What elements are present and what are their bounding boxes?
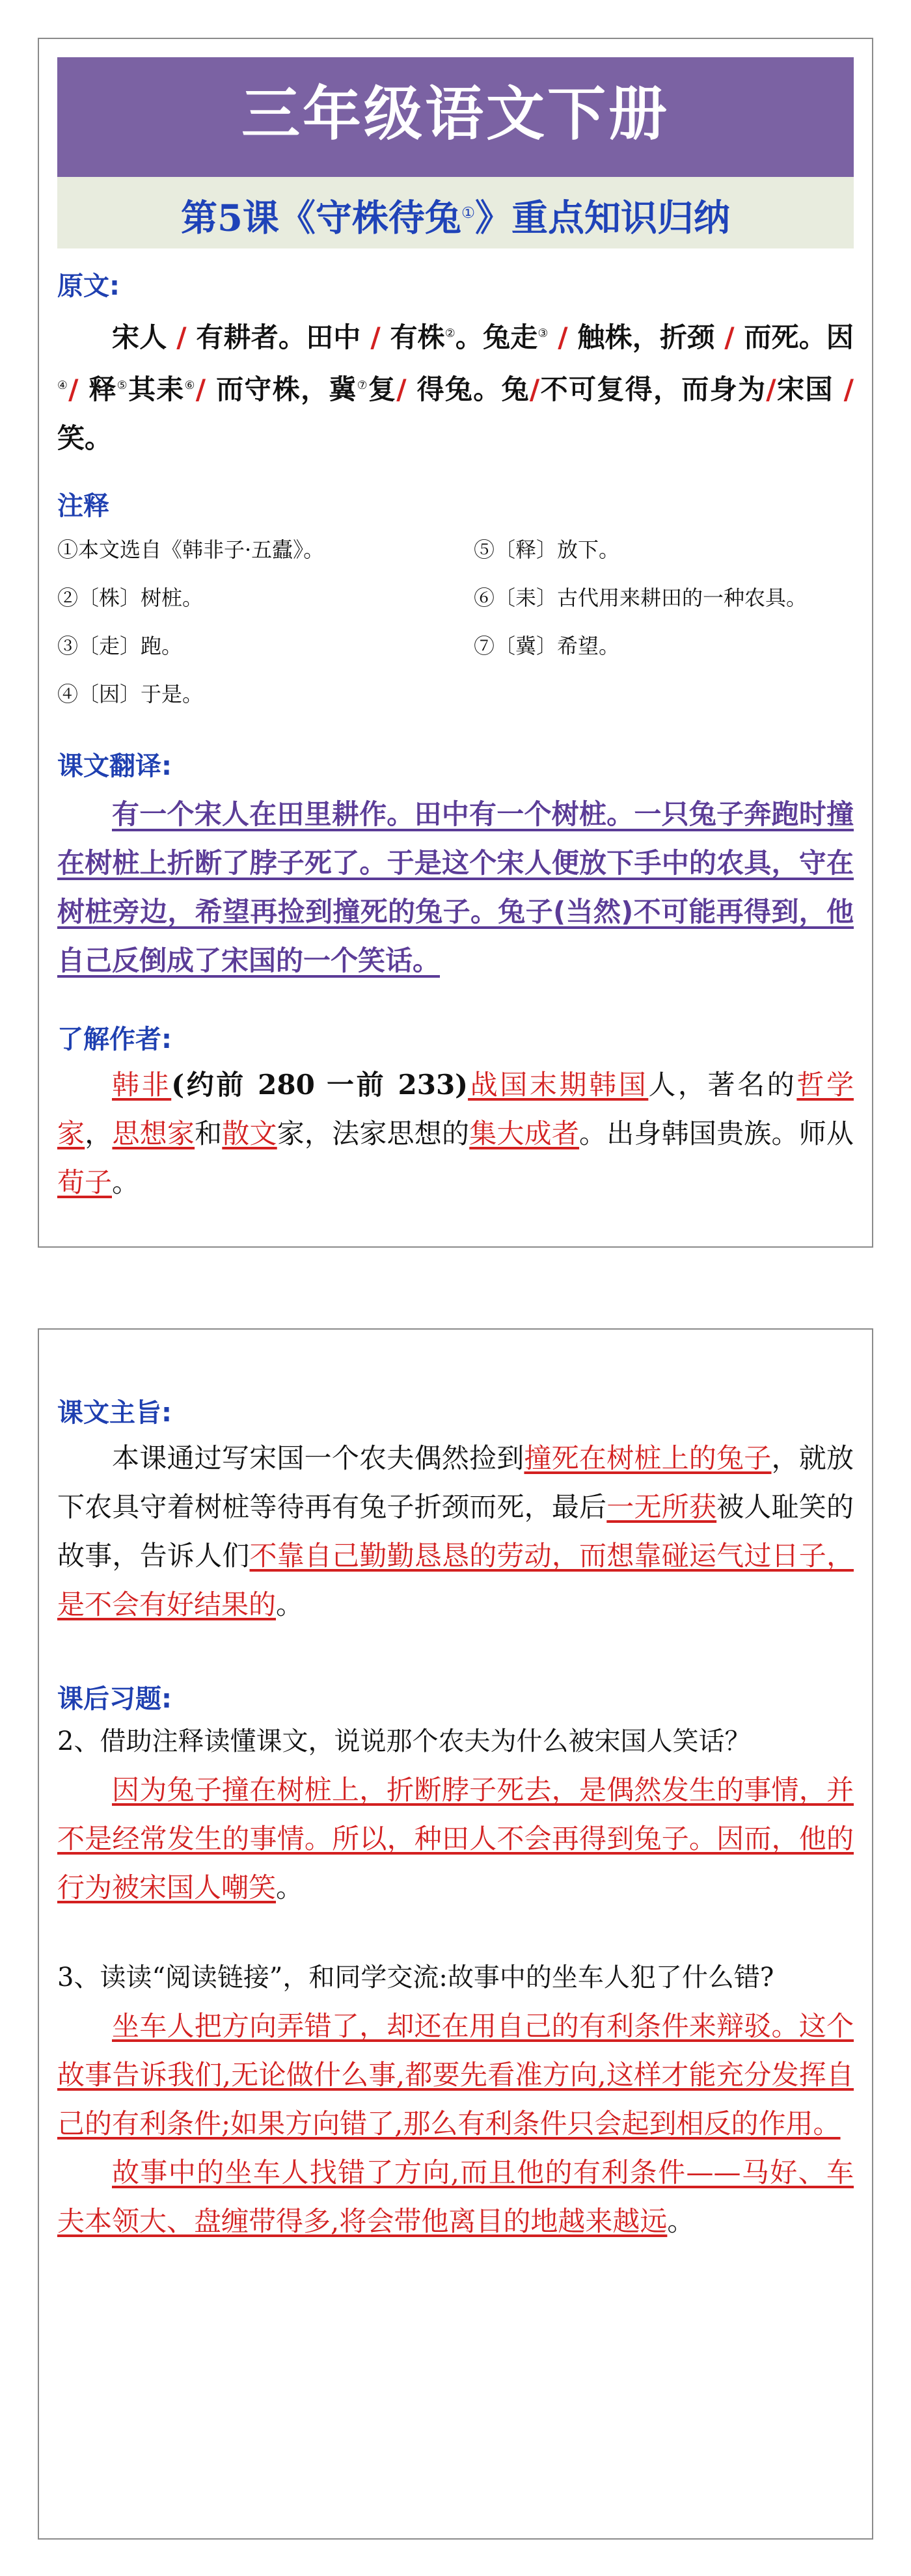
- pause-slash: /: [548, 321, 578, 353]
- text-run: 。: [112, 1166, 140, 1198]
- pause-slash: /: [529, 373, 540, 405]
- theme-heading: 课文主旨:: [57, 1398, 172, 1428]
- highlight-text: 散文: [222, 1118, 277, 1149]
- text-run: 人，著名的: [648, 1069, 797, 1101]
- notes-heading: 注释: [57, 491, 109, 521]
- page-two: [38, 1328, 873, 2540]
- text-run: 笑。: [57, 422, 113, 454]
- pause-slash: /: [396, 373, 417, 405]
- answer-3a: [57, 2002, 854, 2148]
- text-run: 和: [195, 1118, 223, 1149]
- footnote-marker: ⑤: [116, 379, 128, 392]
- note-item: ⑦〔冀〕希望。: [474, 634, 620, 658]
- footnote-marker: ④: [57, 379, 69, 392]
- highlight-text: 不靠自己勤勤恳恳的劳动，而想靠碰运气过日子，是不会有好结果的: [57, 1540, 854, 1620]
- text-run: 本课通过写宋国一个农夫偶然捡到: [112, 1442, 524, 1474]
- answer-3a-text: 坐车人把方向弄错了，却还在用自己的有利条件来辩驳。这个故事告诉我们,无论做什么事,都要先看准方向,这样才能充分发挥自己的有利条件;如果方向错了,那么有利条件只会起到相反的作用。: [57, 2010, 854, 2140]
- note-item: ②〔株〕树桩。: [57, 585, 204, 610]
- highlight-text: 战国末期韩国: [468, 1069, 649, 1101]
- answer-3b-text: 故事中的坐车人找错了方向,而且他的有利条件——马好、车夫本领大、盘缠带得多,将会带他离目的地越来越远: [57, 2156, 854, 2237]
- footnote-marker: ②: [444, 327, 456, 340]
- pause-slash: /: [714, 321, 744, 353]
- exercises-heading: 课后习题:: [57, 1684, 172, 1714]
- text-run: 复: [368, 373, 397, 405]
- note-item: ④〔因〕于是。: [57, 682, 204, 706]
- text-run: 其耒: [128, 373, 185, 405]
- lesson-subtitle: [181, 190, 730, 241]
- footnote-marker: ③: [537, 327, 549, 340]
- text-run: 释: [88, 373, 117, 405]
- text-run: 被人耻笑的故事，告诉人们: [57, 1491, 854, 1572]
- text-run: 。出身韩国贵族。师从: [579, 1118, 854, 1149]
- pause-slash: /: [167, 321, 197, 353]
- footnote-marker: ⑥: [184, 379, 196, 392]
- pause-slash: /: [195, 373, 217, 405]
- pause-slash: /: [68, 373, 89, 405]
- date-range: (约前 280 一前 233): [171, 1069, 469, 1101]
- highlight-text: 撞死在树桩上的兔子: [524, 1442, 772, 1474]
- footnote-marker: ①: [461, 204, 476, 222]
- title-banner: [57, 57, 854, 177]
- highlight-text: 哲学家: [57, 1069, 854, 1149]
- text-run: ，就放下农具守着树桩等待再有兔子折颈而死，最后: [57, 1442, 854, 1523]
- text-run: 而死。因: [744, 321, 854, 353]
- subtitle-part: 第5课《守株待兔: [180, 196, 461, 240]
- text-run: 。兔走: [455, 321, 538, 353]
- notes-section: [57, 488, 854, 718]
- answer-2: [57, 1765, 854, 1912]
- footnote-marker: ⑦: [357, 379, 368, 392]
- translation-heading: 课文翻译:: [57, 751, 172, 781]
- text-run: 触株，折颈: [577, 321, 715, 353]
- theme-text: [57, 1434, 854, 1629]
- theme-section: [57, 1395, 854, 1629]
- author-text: [57, 1060, 854, 1207]
- notes-list: [57, 526, 854, 718]
- text-run: 。: [276, 1589, 304, 1620]
- translation-text: 有一个宋人在田里耕作。田中有一个树桩。一只兔子奔跑时撞在树桩上折断了脖子死了。于是这个宋人便放下手中的农具，守在树桩旁边，希望再捡到撞死的兔子。兔子(当然)不可能再得到，他自己反倒成了宋国的一个笑话。: [57, 798, 854, 976]
- text-run: 宋国: [776, 373, 844, 405]
- subtitle-banner: [57, 177, 854, 248]
- note-item: ③〔走〕跑。: [57, 634, 183, 658]
- subtitle-part: 》重点知识归纳: [475, 196, 731, 240]
- exercises-section: [57, 1681, 854, 2246]
- text-run: 有株: [390, 321, 445, 353]
- translation-section: [57, 748, 854, 985]
- highlight-text: 集大成者: [469, 1118, 580, 1149]
- page-one: [38, 38, 873, 1248]
- answer-2-text: 因为兔子撞在树桩上，折断脖子死去，是偶然发生的事情，并不是经常发生的事情。所以，种田人不会再得到兔子。因而，他的行为被宋国人嘲笑: [57, 1774, 854, 1903]
- author-section: [57, 1021, 854, 1207]
- answer-2-end: 。: [276, 1872, 304, 1903]
- text-run: 而守株，冀: [216, 373, 357, 405]
- text-run: 得兔。兔: [416, 373, 530, 405]
- page-title: 三年级语文下册: [241, 79, 670, 148]
- original-section: [57, 268, 854, 463]
- pause-slash: /: [843, 373, 854, 405]
- pause-slash: /: [360, 321, 390, 353]
- note-item: ⑤〔释〕放下。: [474, 537, 620, 562]
- text-run: ，: [85, 1118, 113, 1149]
- text-run: 宋人: [112, 321, 167, 353]
- author-heading: 了解作者:: [57, 1025, 172, 1054]
- question-3: 3、读读“阅读链接”，和同学交流:故事中的坐车人犯了什么错?: [57, 1963, 774, 1992]
- highlight-text: 思想家: [112, 1118, 195, 1149]
- question-2: 2、借助注释读懂课文，说说那个农夫为什么被宋国人笑话？: [57, 1726, 751, 1756]
- highlight-text: 一无所获: [606, 1491, 717, 1523]
- text-run: 有耕者。田中: [196, 321, 361, 353]
- answer-3b: [57, 2148, 854, 2246]
- text-run: 家，法家思想的: [277, 1118, 470, 1149]
- pause-slash: /: [766, 373, 776, 405]
- text-run: 不可复得，而身为: [539, 373, 767, 405]
- highlight-text: 韩非: [112, 1069, 172, 1101]
- note-item: ①本文选自《韩非子·五蠹》。: [57, 537, 325, 562]
- answer-3b-end: 。: [667, 2205, 695, 2237]
- original-heading: 原文:: [57, 271, 120, 301]
- original-text: [57, 310, 854, 463]
- note-item: ⑥〔耒〕古代用来耕田的一种农具。: [474, 585, 808, 610]
- highlight-text: 荀子: [57, 1166, 113, 1198]
